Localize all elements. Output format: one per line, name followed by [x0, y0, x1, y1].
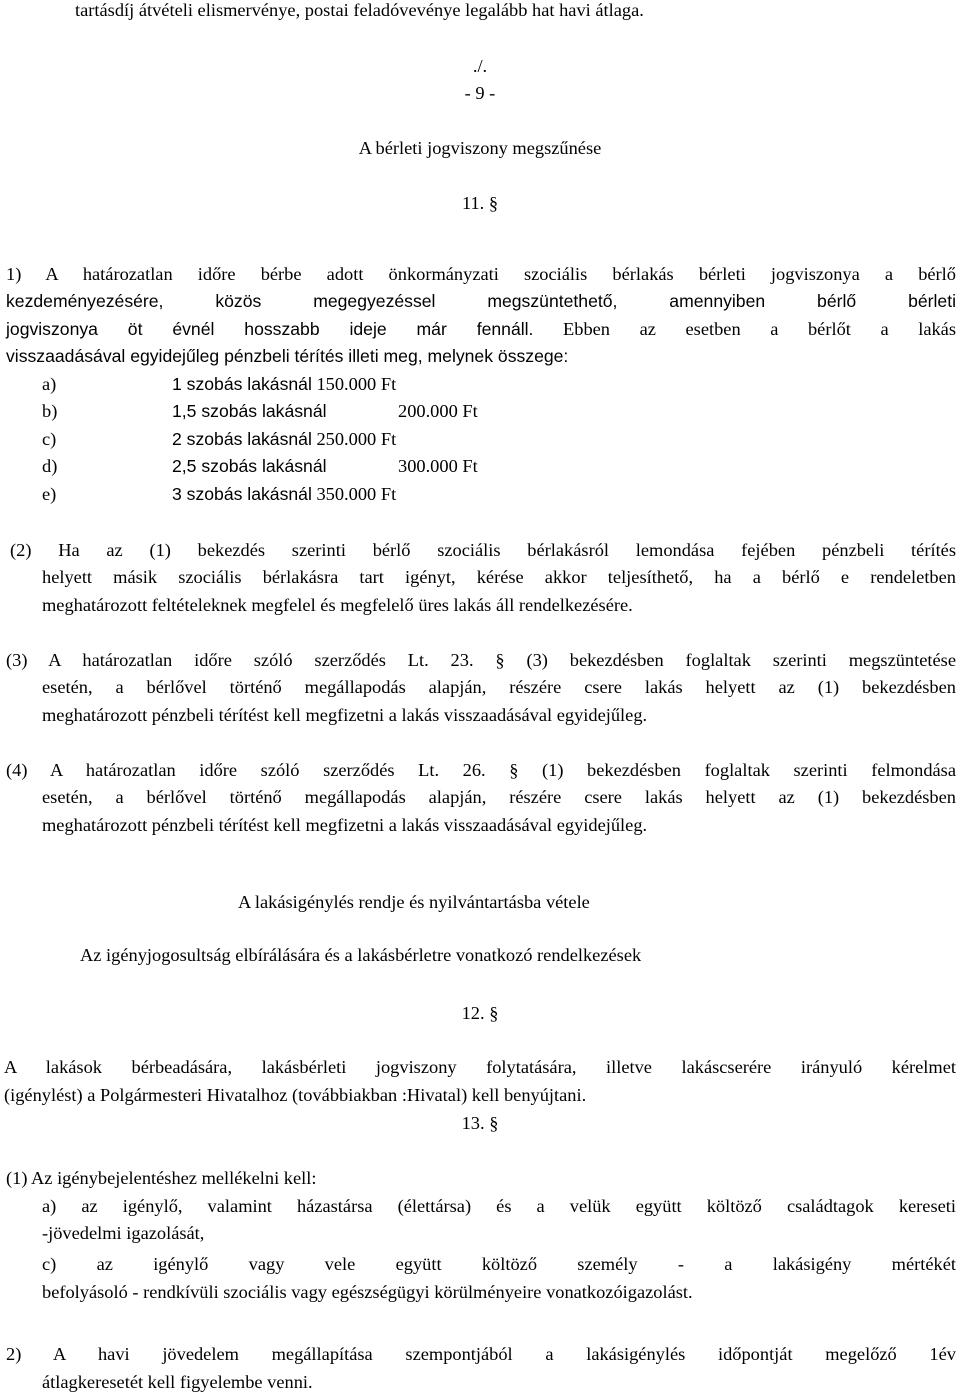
- p3-line-1: (3) A határozatlan időre szóló szerződés Lt. 23. § (3) bekezdésben foglaltak szerinti megszüntetése: [6, 650, 956, 670]
- s13-c-line-1: c) az igénylő vagy vele együtt költöző személy - a lakásigény mértékét: [42, 1254, 956, 1274]
- rate-amount: 300.000 Ft: [398, 456, 478, 476]
- rate-desc: 2,5 szobás lakásnál: [172, 456, 327, 476]
- rate-desc: 3 szobás lakásnál: [172, 484, 312, 504]
- rate-item-e: [42, 481, 956, 509]
- p1-line-3-part-b: Ebben az esetben a bérlőt a lakás: [533, 319, 956, 339]
- p2-line-1: (2) Ha az (1) bekezdés szerinti bérlő szociális bérlakásról lemondása fejében pénzbeli térítés: [10, 540, 956, 560]
- rate-item-a: [42, 371, 956, 399]
- rate-desc: 1 szobás lakásnál: [172, 374, 312, 394]
- p4-line-2: esetén, a bérlővel történő megállapodás alapján, részére csere lakás helyett az (1) bekezdésben: [42, 787, 956, 807]
- p1-line-4: visszaadásával egyidejűleg pénzbeli térítés illeti meg, melynek összege:: [6, 346, 569, 366]
- rate-amount: 350.000 Ft: [316, 484, 397, 504]
- rate-label: e): [42, 484, 57, 504]
- rate-amount: 150.000 Ft: [316, 374, 397, 394]
- s13-p2-line-2: átlagkeresetét kell figyelembe venni.: [42, 1372, 313, 1392]
- p2-line-3: meghatározott feltételeknek megfelel és megfelelő üres lakás áll rendelkezésére.: [42, 595, 633, 615]
- s13-a-line-2: -jövedelmi igazolását,: [42, 1223, 205, 1243]
- p3-line-2: esetén, a bérlővel történő megállapodás alapján, részére csere lakás helyett az (1) bekezdésben: [42, 677, 956, 697]
- s13-p2-line-1: 2) A havi jövedelem megállapítása szempontjából a lakásigénylés időpontját megelőző 1év: [6, 1344, 956, 1364]
- section-13-number: 13. §: [461, 1113, 499, 1133]
- page-marker: ./.: [472, 56, 488, 76]
- rate-item-d: [42, 453, 956, 481]
- p2-line-2: helyett másik szociális bérlakásra tart igényt, kérése akkor teljesíthető, ha a bérlő e rendeletben: [42, 567, 956, 587]
- section-11-number: 11. §: [461, 193, 499, 213]
- p1-line-3-part-a: jogviszonya öt évnél hosszabb ideje már fennáll.: [6, 319, 534, 339]
- p4-line-3: meghatározott pénzbeli térítést kell megfizetni a lakás visszaadásával egyidejűleg.: [42, 815, 648, 835]
- rate-desc: 1,5 szobás lakásnál: [172, 401, 327, 421]
- s13-a-line-1: a) az igénylő, valamint házastársa (élettársa) és a velük együtt költöző családtagok kereseti: [42, 1196, 956, 1216]
- top-line: tartásdíj átvételi elismervénye, postai feladóvevénye legalább hat havi átlaga.: [75, 0, 644, 20]
- p1-line-3: [6, 316, 956, 344]
- rate-label: a): [42, 374, 57, 394]
- rate-label: c): [42, 429, 57, 449]
- s13-line-1-text: (1) Az igénybejelentéshez mellékelni kell:: [6, 1168, 317, 1188]
- rate-item-c: [42, 426, 956, 454]
- heading-eligibility: Az igényjogosultság elbírálására és a lakásbérletre vonatkozó rendelkezések: [80, 945, 642, 965]
- s12-line-1: A lakások bérbeadására, lakásbérleti jogviszony folytatására, illetve lakáscserére irányuló kérelmet: [4, 1057, 956, 1077]
- rate-label: b): [42, 401, 58, 421]
- s13-line-1: [6, 1165, 920, 1193]
- p1-line-1: 1) A határozatlan időre bérbe adott önkormányzati szociális bérlakás bérleti jogviszonya a bérlő: [6, 264, 956, 284]
- heading-termination: A bérleti jogviszony megszűnése: [358, 138, 602, 158]
- p4-line-1: (4) A határozatlan időre szóló szerződés Lt. 26. § (1) bekezdésben foglaltak szerinti felmondása: [6, 760, 956, 780]
- s13-c-line-2: befolyásoló - rendkívüli szociális vagy egészségügyi körülményeire vonatkozóigazolást.: [42, 1282, 693, 1302]
- s12-line-2: (igénylést) a Polgármesteri Hivatalhoz (továbbiakban :Hivatal) kell benyújtani.: [4, 1085, 587, 1105]
- p1-line-2: kezdeményezésére, közös megegyezéssel megszüntethető, amennyiben bérlő bérleti: [6, 291, 956, 311]
- section-12-number: 12. §: [461, 1003, 499, 1023]
- rate-label: d): [42, 456, 58, 476]
- p3-line-3: meghatározott pénzbeli térítést kell megfizetni a lakás visszaadásával egyidejűleg.: [42, 705, 648, 725]
- page-number: - 9 -: [464, 83, 496, 103]
- rate-amount: 200.000 Ft: [398, 401, 478, 421]
- rate-desc: 2 szobás lakásnál: [172, 429, 312, 449]
- rate-amount: 250.000 Ft: [316, 429, 397, 449]
- rate-item-b: [42, 398, 956, 426]
- heading-application: A lakásigénylés rendje és nyilvántartásba vétele: [238, 892, 590, 912]
